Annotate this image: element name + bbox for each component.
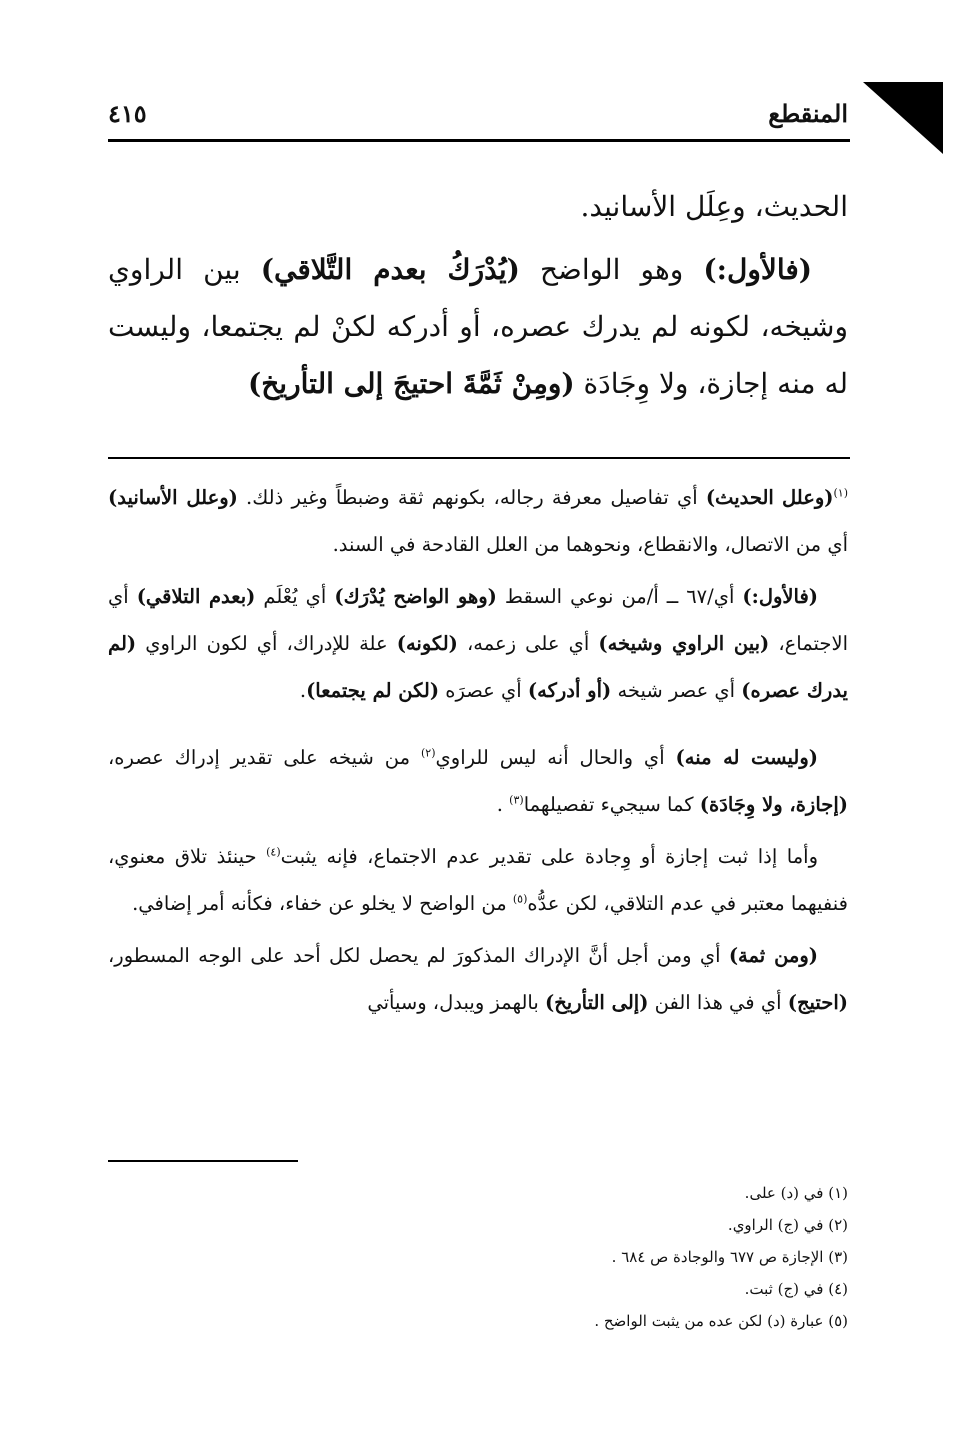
commentary-paragraph-3 [108, 734, 848, 828]
commentary [108, 474, 848, 1031]
footnote-ref: (٤) [266, 845, 281, 859]
commentary-bold-term: (وليست له منه) [675, 746, 818, 769]
commentary-text: بالهمز ويبدل، وسيأتي [367, 991, 545, 1014]
commentary-bold-term: (وعلل الأسانيد) [108, 486, 238, 509]
commentary-bold-term: الحديث) [705, 486, 774, 509]
commentary-bold-term: (بين الراوي وشيخه) [598, 632, 770, 655]
commentary-text: أي في هذا الفن [648, 991, 788, 1014]
footnote-rule [108, 1160, 298, 1162]
commentary-text: علة للإدراك، أي لكون الراوي [136, 632, 397, 655]
commentary-text: أي ومن أجل أنَّ الإدراك المذكورَ لم يحصل لكل أحد على الوجه المسطور، [108, 944, 729, 967]
footnote-item: (٣) الإجازة ص ٦٧٧ والوجادة ص ٦٨٤ . [611, 1248, 848, 1266]
commentary-text: من شيخه على تقدير إدراك عصره، [108, 746, 421, 769]
commentary-bold-term: (احتيج) [787, 991, 848, 1014]
commentary-text: أي والحال أنه ليس للراوي [435, 746, 676, 769]
footnote-ref: (٥) [512, 892, 528, 906]
footnote-ref: (٣) [509, 793, 524, 807]
main-text-span: بين الراوي وشيخه، لكونه لم يدرك عصره، أو أدركه لكنْ لم يجتمعا، وليست له منه إجازة، ولا وِجَادَة [108, 253, 848, 400]
commentary-bold-term: (لم يدرك عصره) [108, 632, 848, 702]
footnote-item: (٥) عبارة (د) لكن عده من يثبت الواضح . [594, 1312, 848, 1330]
commentary-text: أي/٦٧ ــ أ/من نوعي السقط [496, 585, 743, 608]
commentary-text: أي الاجتماع، [108, 585, 848, 655]
commentary-bold-term: (وهو الواضح يُدْرَك) [334, 585, 497, 608]
commentary-text: كما سيجيء تفصيلهما [523, 793, 700, 816]
main-paragraph-2 [108, 241, 848, 412]
separator-rule [108, 457, 850, 459]
commentary-bold-term: (أو أدركه) [527, 679, 612, 702]
main-bold-term: (يُدْرَكُ بعدم التَّلاقي) [260, 253, 520, 286]
main-bold-term: (ومِنْ ثَمَّةَ احتيجَ إلى التأريخ) [247, 367, 575, 400]
commentary-text: أي يُعْلَم [255, 585, 335, 608]
footnote-item: (١) في (د) على. [744, 1184, 848, 1202]
commentary-paragraph-4 [108, 833, 848, 927]
commentary-text: أي عصرَه [439, 679, 528, 702]
footnote-item: (٤) في (ج) ثبت. [744, 1280, 848, 1298]
page-number: ٤١٥ [108, 99, 147, 128]
footnotes [108, 1177, 848, 1337]
commentary-bold-term: (إلى التأريخ) [544, 991, 649, 1014]
commentary-bold-term: (فالأول:) [742, 585, 819, 608]
commentary-text: أي تفاصيل معرفة رجاله، بكونهم ثقة وضبطاً وغير ذلك. [237, 486, 706, 509]
page-corner-mark [863, 82, 943, 154]
commentary-text: . [496, 793, 510, 816]
commentary-bold-term: (بعدم التلاقي) [136, 585, 256, 608]
commentary-bold-term: (ومن ثمة) [728, 944, 819, 967]
page-header [108, 97, 848, 137]
commentary-text: . [299, 679, 307, 702]
commentary-bold-term: (لكن لم يجتمعا) [306, 679, 440, 702]
commentary-text: من الواضح لا يخلو عن خفاء، فكأنه أمر إضافي. [132, 892, 513, 915]
commentary-text: حينئذ تلاق معنوي، فنفيهما معتبر في عدم التلاقي، لكن عدُّه [108, 845, 848, 915]
commentary-text: وأما إذا ثبت إجازة أو وِجادة على تقدير عدم الاجتماع، فإنه يثبت [280, 845, 818, 868]
main-bold-term: (فالأول:) [703, 253, 812, 286]
footnote-ref: (٢) [421, 746, 436, 760]
chapter-title: المنقطع [768, 99, 848, 128]
commentary-text: أي من الاتصال، والانقطاع، ونحوهما من العلل القادحة في السند. [332, 533, 848, 556]
commentary-bold-term: (إجازة، ولا وِجَادَة) [699, 793, 848, 816]
header-rule [108, 139, 850, 142]
main-text-span: وهو الواضح [519, 253, 704, 286]
commentary-paragraph-1 [108, 474, 848, 568]
footnote-item: (٢) في (ج) الراوي. [727, 1216, 848, 1234]
main-text [108, 178, 848, 412]
commentary-bold-term: (لكونه) [396, 632, 458, 655]
footnote-ref: (١) [833, 486, 849, 500]
commentary-text: أي عصر شيخه [611, 679, 742, 702]
main-paragraph-1: الحديث، وعِلَل الأسانيد. [580, 190, 848, 223]
commentary-paragraph-5 [108, 932, 848, 1026]
commentary-paragraph-2 [108, 573, 848, 714]
commentary-text: أي على زعمه، [457, 632, 599, 655]
commentary-bold-term: (وعلل [781, 486, 834, 509]
